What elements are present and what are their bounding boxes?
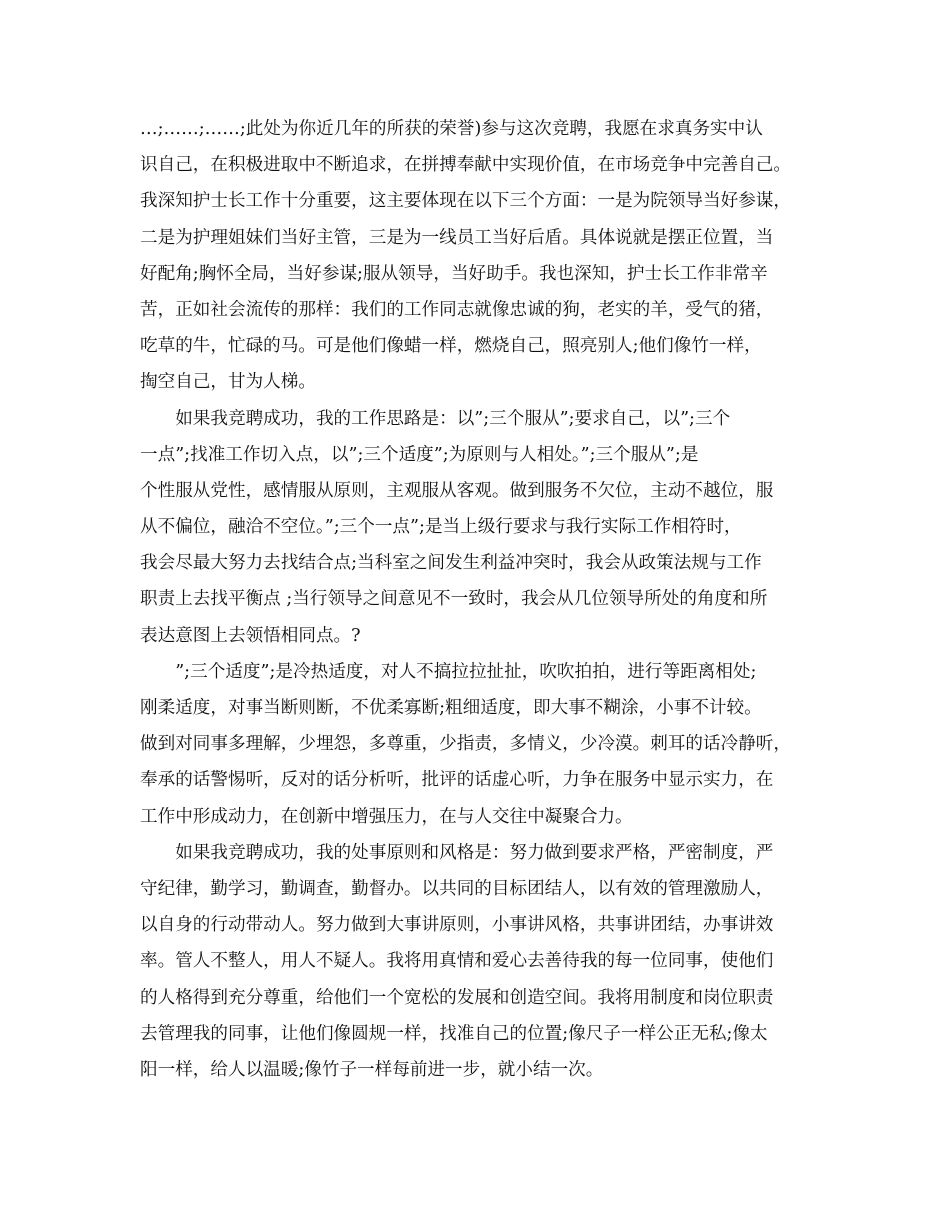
text-line: 如果我竞聘成功，我的工作思路是：以”;三个服从”;要求自己，以”;三个 — [140, 408, 731, 429]
text-line: 如果我竞聘成功，我的处事原则和风格是：努力做到要求严格，严密制度，严 — [140, 842, 774, 863]
document-body — [140, 111, 810, 1088]
text-line: 好配角;胸怀全局，当好参谋;服从领导，当好助手。我也深知，护士长工作非常辛 — [140, 263, 768, 284]
text-line: 二是为护理姐妹们当好主管，三是为一线员工当好后盾。具体说就是摆正位置，当 — [140, 227, 774, 248]
text-line: 一点”;找准工作切入点，以”;三个适度”;为原则与人相处。”;三个服从”;是 — [140, 444, 699, 465]
text-line: 去管理我的同事，让他们像圆规一样，找准自己的位置;像尺子一样公正无私;像太 — [140, 1023, 768, 1044]
text-line: 职责上去找平衡点 ;当行领导之间意见不一致时，我会从几位领导所处的角度和所 — [140, 589, 768, 610]
text-line: 个性服从党性，感情服从原则，主观服从客观。做到服务不欠位，主动不越位，服 — [140, 480, 774, 501]
text-line: 工作中形成动力，在创新中增强压力，在与人交往中凝聚合力。 — [140, 806, 633, 827]
text-line: 我会尽最大努力去找结合点;当科室之间发生利益冲突时，我会从政策法规与工作 — [140, 553, 762, 574]
text-line: 阳一样，给人以温暖;像竹子一样每前进一步，就小结一次。 — [140, 1059, 604, 1080]
text-line: 守纪律，勤学习，勤调查，勤督办。以共同的目标团结人，以有效的管理激励人， — [140, 878, 774, 899]
text-line: 做到对同事多理解，少埋怨，多尊重，少指责，多情义，少冷漠。刺耳的话冷静听， — [140, 734, 791, 755]
text-line: 以自身的行动带动人。努力做到大事讲原则，小事讲风格，共事讲团结，办事讲效 — [140, 915, 774, 936]
text-line: 掏空自己，甘为人梯。 — [140, 372, 316, 393]
text-line: ”;三个适度”;是冷热适度，对人不搞拉拉扯扯，吹吹拍拍，进行等距离相处; — [140, 661, 757, 682]
text-line: …;……;……;此处为你近几年的所获的荣誉)参与这次竞聘，我愿在求真务实中认 — [140, 119, 763, 139]
text-line: 我深知护士长工作十分重要，这主要体现在以下三个方面：一是为院领导当好参谋， — [140, 191, 791, 212]
text-line: 刚柔适度，对事当断则断，不优柔寡断;粗细适度，即大事不糊涂，小事不计较。 — [140, 698, 762, 718]
text-line: 吃草的牛，忙碌的马。可是他们像蜡一样，燃烧自己，照亮别人;他们像竹一样， — [140, 336, 762, 357]
text-line: 率。管人不整人，用人不疑人。我将用真情和爱心去善待我的每一位同事，使他们 — [140, 951, 774, 972]
text-line: 苦，正如社会流传的那样：我们的工作同志就像忠诚的狗，老实的羊，受气的猪， — [140, 299, 774, 320]
text-line: 表达意图上去领悟相同点。? — [140, 625, 361, 646]
text-line: 奉承的话警惕听，反对的话分析听，批评的话虚心听，力争在服务中显示实力，在 — [140, 770, 774, 791]
text-line: 的人格得到充分尊重，给他们一个宽松的发展和创造空间。我将用制度和岗位职责 — [140, 987, 774, 1008]
text-line: 识自己，在积极进取中不断追求，在拼搏奉献中实现价值，在市场竞争中完善自己。 — [140, 155, 791, 176]
text-line: 从不偏位，融洽不空位。”;三个一点”;是当上级行要求与我行实际工作相符时， — [140, 517, 742, 538]
